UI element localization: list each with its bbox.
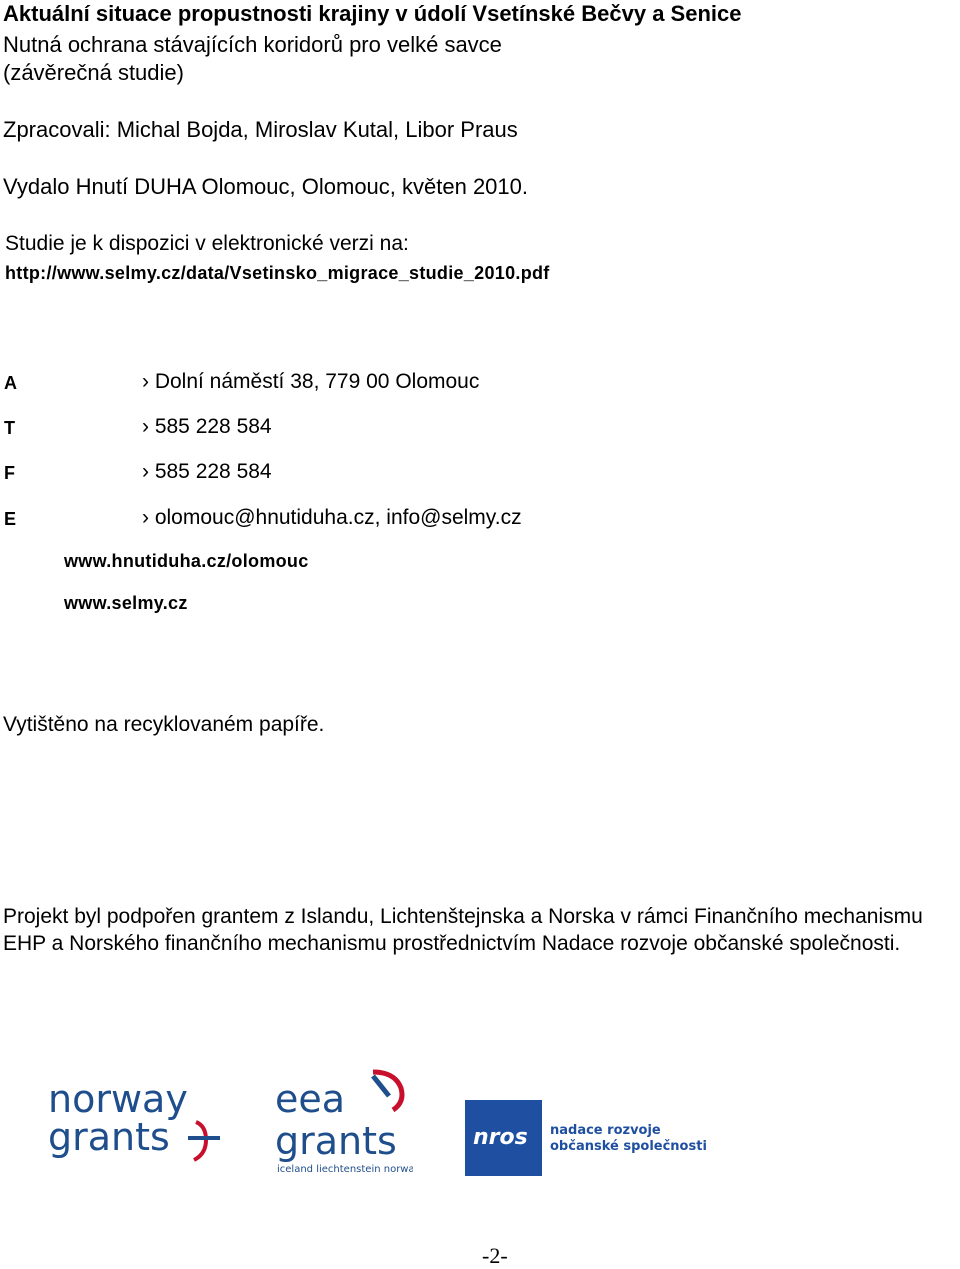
contact-fax: › 585 228 584 [142,460,272,483]
study-url-link[interactable]: http://www.selmy.cz/data/Vsetinsko_migrace_studie_2010.pdf [5,263,550,283]
website-link-selmy[interactable]: www.selmy.cz [64,593,188,613]
norway-grants-logo [48,1078,223,1166]
website-link-hnutiduha[interactable]: www.hnutiduha.cz/olomouc [64,551,309,571]
contact-label-address: A [4,373,17,393]
recycled-paper-note: Vytištěno na recyklovaném papíře. [3,713,325,736]
eea-grants-logo-text-2: grants [275,1119,397,1163]
nros-logo-text-1: nadace rozvoje [550,1123,661,1138]
publisher-line: Vydalo Hnutí DUHA Olomouc, Olomouc, květen 2010. [3,174,528,199]
contact-email[interactable]: › olomouc@hnutiduha.cz, info@selmy.cz [142,506,522,529]
contact-label-fax: F [4,463,15,483]
eea-grants-logo [273,1066,413,1176]
document-title: Aktuální situace propustnosti krajiny v údolí Vsetínské Bečvy a Senice [3,1,742,26]
authors-line: Zpracovali: Michal Bojda, Miroslav Kutal, Libor Praus [3,117,518,142]
eea-grants-logo-text-1: eea [275,1077,346,1121]
contact-label-phone: T [4,418,15,438]
nros-logo-mark: nros [473,1125,528,1150]
nros-logo [465,1100,715,1176]
document-subtitle: Nutná ochrana stávajících koridorů pro velké savce [3,32,502,57]
nros-logo-text-2: občanské společnosti [550,1139,707,1154]
grant-acknowledgement: Projekt byl podpořen grantem z Islandu, Lichtenštejnska a Norska v rámci Finančního mechanismu EHP a Norského finančního mechanismu prostřednictvím Nadace rozvoje občanské společnosti. [3,905,923,955]
norway-grants-logo-text-1: norway [48,1078,188,1121]
document-subtitle-note: (závěrečná studie) [3,60,184,85]
contact-address: › Dolní náměstí 38, 779 00 Olomouc [142,370,480,393]
eea-grants-tagline: iceland liechtenstein norway [277,1164,413,1175]
contact-phone: › 585 228 584 [142,415,272,438]
norway-grants-logo-text-2: grants [48,1115,170,1159]
availability-line: Studie je k dispozici v elektronické verzi na: [5,232,409,255]
contact-label-email: E [4,509,17,529]
page-number: -2- [482,1243,508,1268]
